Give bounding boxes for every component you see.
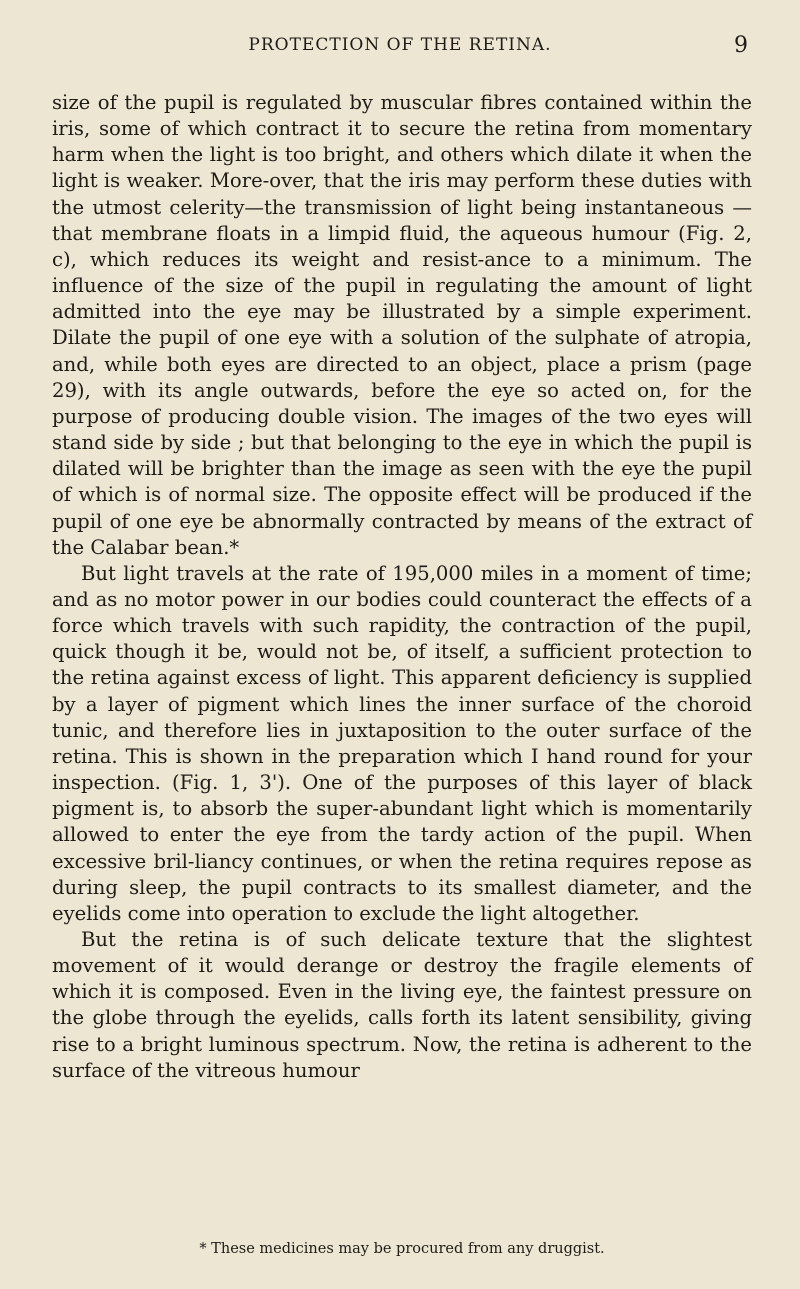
running-title: PROTECTION OF THE RETINA. — [248, 35, 552, 55]
page-number: 9 — [734, 33, 748, 58]
page-header — [0, 33, 800, 61]
footnote: * These medicines may be procured from any druggist. — [199, 1241, 605, 1257]
paragraph-1: size of the pupil is regulated by muscular fibres contained within the iris, some of which contract it to secure the retina from momentary harm when the light is too bright, and others which dilate it when the light is weaker. More-over, that the iris may perform these duties with the utmost celerity—the transmission of light being instantaneous —that membrane floats in a limpid fluid, the aqueous humour (Fig. 2, c), which reduces its weight and resist-ance to a minimum. The influence of the size of the pupil in regulating the amount of light admitted into the eye may be illustrated by a simple experiment. Dilate the pupil of one eye with a solution of the sulphate of atropia, and, while both eyes are directed to an object, place a prism (page 29), with its angle outwards, before the eye so acted on, for the purpose of producing double vision. The images of the two eyes will stand side by side ; but that belonging to the eye in which the pupil is dilated will be brighter than the image as seen with the eye the pupil of which is of normal size. The opposite effect will be produced if the pupil of one eye be abnormally contracted by means of the extract of the Calabar bean.* — [52, 91, 752, 559]
body-text — [52, 90, 752, 1084]
paragraph-2: But light travels at the rate of 195,000 miles in a moment of time; and as no motor power in our bodies could counteract the effects of a force which travels with such rapidity, the contraction of the pupil, quick though it be, would not be, of itself, a sufficient protection to the retina against excess of light. This apparent deficiency is supplied by a layer of pigment which lines the inner surface of the choroid tunic, and therefore lies in juxtaposition to the outer surface of the retina. This is shown in the preparation which I hand round for your inspection. (Fig. 1, 3'). One of the purposes of this layer of black pigment is, to absorb the super-abundant light which is momentarily allowed to enter the eye from the tardy action of the pupil. When excessive bril-liancy continues, or when the retina requires repose as during sleep, the pupil contracts to its smallest diameter, and the eyelids come into operation to exclude the light altogether. — [52, 561, 752, 925]
paragraph-3: But the retina is of such delicate texture that the slightest movement of it would derange or destroy the fragile elements of which it is composed. Even in the living eye, the faintest pressure on the globe through the eyelids, calls forth its latent sensibility, giving rise to a bright luminous spectrum. Now, the retina is adherent to the surface of the vitreous humour — [52, 928, 752, 1082]
